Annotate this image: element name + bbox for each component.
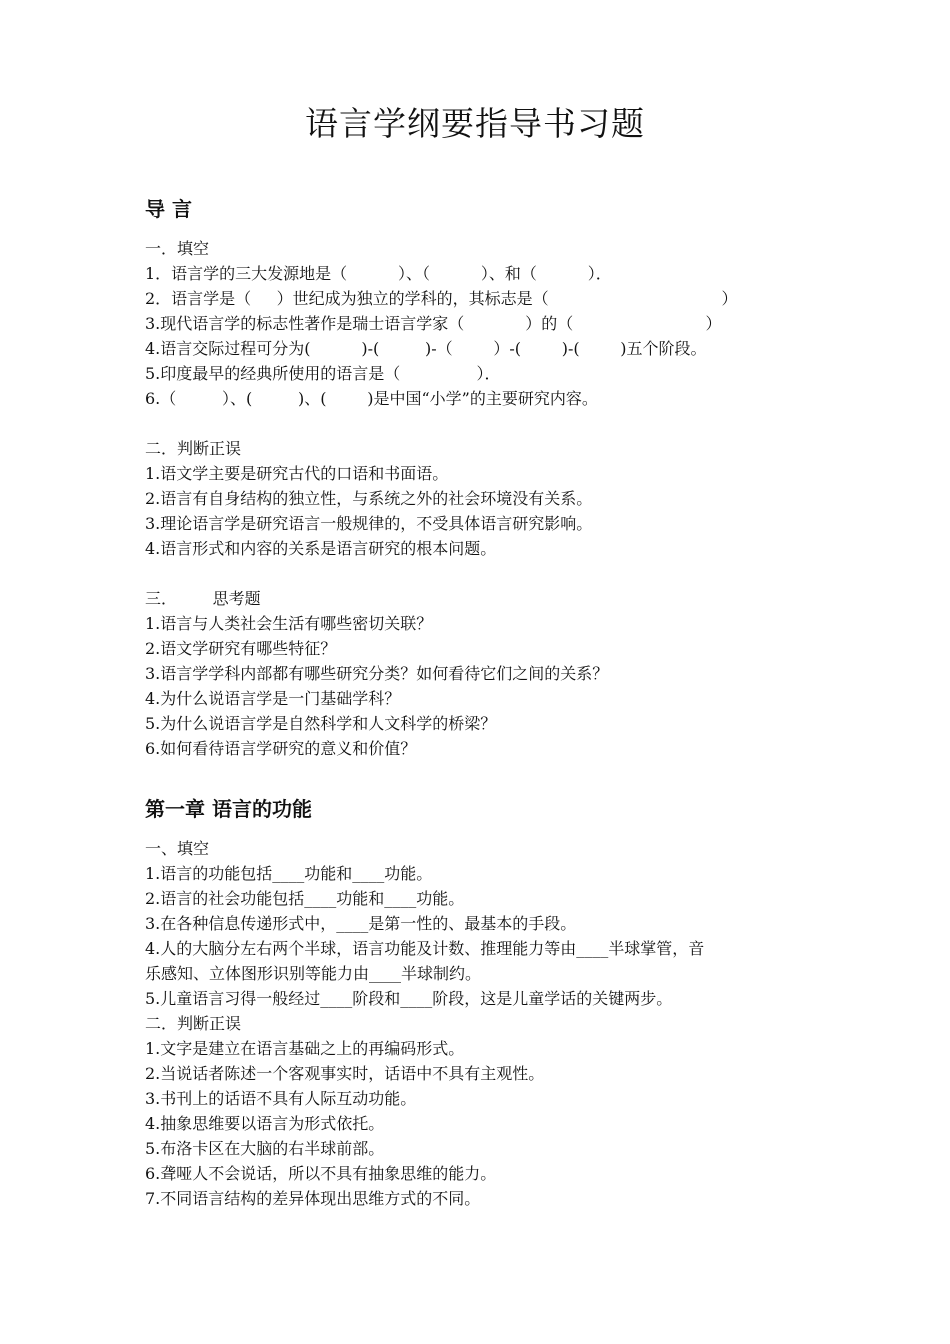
question-line: 3.理论语言学是研究语言一般规律的，不受具体语言研究影响。 — [145, 514, 593, 533]
question-line: 1.语言与人类社会生活有哪些密切关联？ — [145, 614, 433, 633]
question-line: 2.语言有自身结构的独立性，与系统之外的社会环境没有关系。 — [145, 489, 593, 508]
question-line: 3.在各种信息传递形式中，____是第一性的、最基本的手段。 — [145, 914, 577, 933]
question-line: 6.（ ）、( )、( )是中国“小学”的主要研究内容。 — [145, 389, 598, 408]
subsection-title: 一．填空 — [145, 239, 210, 258]
section-heading-intro: 导 言 — [145, 197, 192, 221]
question-line: 2.语文学研究有哪些特征？ — [145, 639, 337, 658]
question-line: 5.儿童语言习得一般经过____阶段和____阶段，这是儿童学话的关键两步。 — [145, 989, 673, 1008]
subsection-title: 一、填空 — [145, 839, 210, 858]
question-line: 4.语言形式和内容的关系是语言研究的根本问题。 — [145, 539, 497, 558]
subsection-title: 二．判断正误 — [145, 1014, 242, 1033]
question-line: 1.语文学主要是研究古代的口语和书面语。 — [145, 464, 449, 483]
question-line: 4.抽象思维要以语言为形式依托。 — [145, 1114, 385, 1133]
question-line: 1．语言学的三大发源地是（ ）、（ ）、和（ ）． — [145, 264, 612, 283]
question-line: 4.为什么说语言学是一门基础学科？ — [145, 689, 401, 708]
question-line: 1.语言的功能包括____功能和____功能。 — [145, 864, 433, 883]
question-line: 2.语言的社会功能包括____功能和____功能。 — [145, 889, 465, 908]
subsection-title: 三． 思考题 — [145, 589, 261, 608]
question-line: 3.书刊上的话语不具有人际互动功能。 — [145, 1089, 417, 1108]
question-line: 5.印度最早的经典所使用的语言是（ ）． — [145, 364, 501, 383]
question-line: 2．语言学是（ ）世纪成为独立的学科的，其标志是（ ） — [145, 289, 738, 308]
question-line: 4.人的大脑分左右两个半球，语言功能及计数、推理能力等由____半球掌管，音 — [145, 939, 705, 958]
question-line: 4.语言交际过程可分为( )-( )-（ ）-( )-( )五个阶段。 — [145, 339, 707, 358]
document-title: 语言学纲要指导书习题 — [305, 104, 645, 143]
question-line: 3.语言学学科内部都有哪些研究分类？如何看待它们之间的关系？ — [145, 664, 609, 683]
question-line: 5.为什么说语言学是自然科学和人文科学的桥梁？ — [145, 714, 497, 733]
question-line: 3.现代语言学的标志性著作是瑞士语言学家（ ）的（ ） — [145, 314, 722, 333]
question-line: 7.不同语言结构的差异体现出思维方式的不同。 — [145, 1189, 481, 1208]
question-line: 2.当说话者陈述一个客观事实时，话语中不具有主观性。 — [145, 1064, 545, 1083]
question-line: 乐感知、立体图形识别等能力由____半球制约。 — [145, 964, 482, 983]
question-line: 6.如何看待语言学研究的意义和价值？ — [145, 739, 417, 758]
subsection-title: 二．判断正误 — [145, 439, 242, 458]
question-line: 5.布洛卡区在大脑的右半球前部。 — [145, 1139, 385, 1158]
question-line: 6.聋哑人不会说话，所以不具有抽象思维的能力。 — [145, 1164, 497, 1183]
question-line: 1.文字是建立在语言基础之上的再编码形式。 — [145, 1039, 465, 1058]
section-heading-chapter-1: 第一章 语言的功能 — [145, 797, 312, 821]
